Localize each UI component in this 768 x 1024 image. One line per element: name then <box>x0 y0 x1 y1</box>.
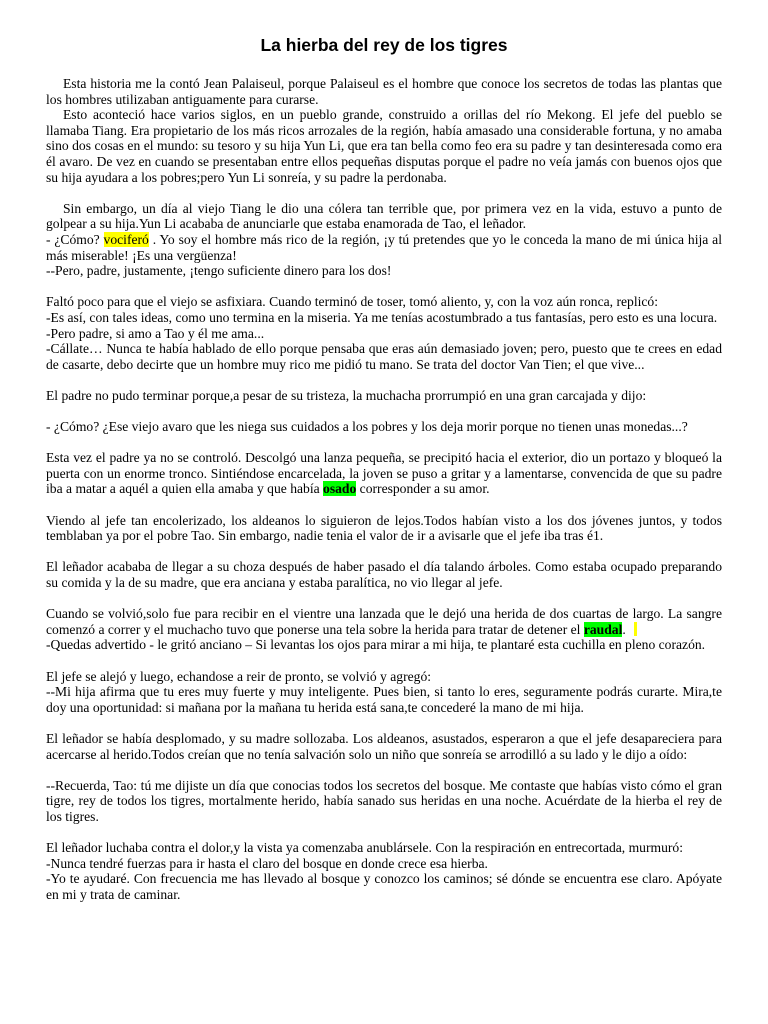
paragraph-gap <box>46 185 722 201</box>
paragraph-gap <box>46 825 722 841</box>
paragraph-4-end: . Yo soy el hombre más rico de la región, ¡y tú pretendes que yo le conceda la mano de mi única hija al más miserable! ¡Es una vergüenza! <box>46 231 722 263</box>
paragraph-15-start: Cuando se volvió,solo fue para recibir en el vientre una lanzada que le dejó una herida de dos cuartas de largo. La sangre comenzó a correr y el muchacho tuvo que ponerse una tela sobre la herida para tratar de detener el <box>46 606 722 637</box>
highlighted-word-raudal: raudal <box>583 621 623 637</box>
paragraph-6: Faltó poco para que el viejo se asfixiara. Cuando terminó de toser, tomó aliento, y, con la voz aún ronca, replicó: <box>46 294 658 310</box>
paragraph-gap <box>46 762 722 778</box>
paragraph-13: Viendo al jefe tan encolerizado, los aldeanos lo siguieron de lejos.Todos habían visto a los dos jóvenes juntos, y todos temblaban ya por el pobre Tao. Sin embargo, nadie tenia el valor de ir a avisarle que el jefe iba tras é1. <box>46 512 722 544</box>
paragraph-7: -Es así, con tales ideas, como uno termina en la miseria. Ya me tenías acostumbrado a tus fantasías, pero esto es una locura. <box>46 309 718 325</box>
paragraph-3: Sin embargo, un día al viejo Tiang le dio una cólera tan terrible que, por primera vez en la vida, estuvo a punto de golpear a su hija.Yun Li acababa de anunciarle que estaba enamorada de Tao, el leñador. <box>46 200 722 232</box>
paragraph-20: --Recuerda, Tao: tú me dijiste un día que conocias todos los secretos del bosque. Me contaste que habías visto cómo el gran tigre, rey de todos los tigres, mortalmente herido, había sanado sus heridas en una noche. Acuérdate de la hierba el rey de los tigres. <box>46 777 722 824</box>
highlight-mark <box>634 622 637 636</box>
paragraph-19: El leñador se había desplomado, y su madre sollozaba. Los aldeanos, asustados, esperaron a que el jefe desapareciera para acercarse al herido.Todos creían que no tenía salvación solo un niño que sonreía se arrodilló a su lado y le dijo a oído: <box>46 730 722 762</box>
paragraph-14: El leñador acababa de llegar a su choza después de haber pasado el día talando árboles. Como estaba ocupado preparando su comida y la de su madre, que era anciana y estaba paralítica, no vio llegar al jefe. <box>46 559 722 590</box>
paragraph-16: -Quedas advertido - le gritó anciano – Si levantas los ojos para mirar a mi hija, te plantaré esta cuchilla en pleno corazón. <box>46 637 706 653</box>
paragraph-21: El leñador luchaba contra el dolor,y la vista ya comenzaba anublársele. Con la respiración en entrecortada, murmuró: <box>46 840 683 856</box>
paragraph-18: --Mi hija afirma que tu eres muy fuerte y muy inteligente. Pues bien, si tanto lo eres, seguramente podrás curarte. Mira,te doy una oportunidad: si mañana por la mañana tu herida está sana,te concederé la mano de mi hija. <box>46 684 722 715</box>
paragraph-5: --Pero, padre, justamente, ¡tengo suficiente dinero para los dos! <box>46 263 392 279</box>
paragraph-17: El jefe se alejó y luego, echandose a reir de pronto, se volvió y agregó: <box>46 668 432 684</box>
paragraph-11: - ¿Cómo? ¿Ese viejo avaro que les niega sus cuidados a los pobres y los deja morir porque no tienen unas monedas...? <box>46 419 688 435</box>
document-page <box>46 34 722 902</box>
paragraph-gap <box>46 544 722 560</box>
paragraph-22: -Nunca tendré fuerzas para ir hasta el claro del bosque en donde crece esa hierba. <box>46 855 488 871</box>
highlighted-word-vocifero: vociferó <box>103 231 149 247</box>
highlighted-word-osado: osado <box>323 481 357 497</box>
paragraph-gap <box>46 715 722 731</box>
paragraph-2: Esto aconteció hace varios siglos, en un pueblo grande, construido a orillas del río Mekong. El jefe del pueblo se llamaba Tiang. Era propietario de los más ricos arrozales de la región, había amasado una considerable fortuna, y no amaba sino dos cosas en el mundo: su tesoro y su hija Yun Li, que era tan bella como feo era su padre y tan desinteresada como era él avaro. De vez en cuando se presentaban entre ellos pequeñas disputas porque el padre no veía jamás con buenos ojos que su hija ayudara a los pobres;pero Yun Li sonreía, y su padre la perdonaba. <box>46 107 722 185</box>
paragraph-9: -Cállate… Nunca te había hablado de ello porque pensaba que eras aún demasiado joven; pero, puesto que te crees en edad de casarte, debo decirte que un hombre muy rico me pidió tu mano. Se trata del doctor Van Tien; el que vive... <box>46 341 722 372</box>
paragraph-gap <box>46 279 722 295</box>
paragraph-12 <box>46 450 722 497</box>
paragraph-gap <box>46 372 722 388</box>
paragraph-10: El padre no pudo terminar porque,a pesar de su tristeza, la muchacha prorrumpió en una gran carcajada y dijo: <box>46 387 647 403</box>
paragraph-gap <box>46 497 722 513</box>
paragraph-gap <box>46 591 722 607</box>
paragraph-4 <box>46 232 722 263</box>
paragraph-15-end: . <box>622 621 626 637</box>
paragraph-12-start: Esta vez el padre ya no se controló. Descolgó una lanza pequeña, se precipitó hacia el exterior, dio un portazo y bloqueó la puerta con un enorme tronco. Sintiéndose encarcelada, la joven se puso a gritar y a lamentarse, convencida de que su padre iba a matar a aquél a quien ella amaba y que había <box>46 450 722 497</box>
paragraph-12-end: corresponder a su amor. <box>356 481 490 497</box>
paragraph-gap <box>46 435 722 451</box>
paragraph-gap <box>46 403 722 419</box>
paragraph-8: -Pero padre, si amo a Tao y él me ama... <box>46 325 265 341</box>
paragraph-15 <box>46 606 722 637</box>
paragraph-gap <box>46 653 722 669</box>
paragraph-23: -Yo te ayudaré. Con frecuencia me has llevado al bosque y conozco los caminos; sé dónde se encuentra ese claro. Apóyate en mi y trata de caminar. <box>46 871 722 902</box>
paragraph-4-start: - ¿Cómo? <box>46 231 104 247</box>
document-title: La hierba del rey de los tigres <box>260 35 508 55</box>
paragraph-1: Esta historia me la contó Jean Palaiseul, porque Palaiseul es el hombre que conoce los secretos de todas las plantas que los hombres utilizaban antiguamente para curarse. <box>46 76 722 107</box>
